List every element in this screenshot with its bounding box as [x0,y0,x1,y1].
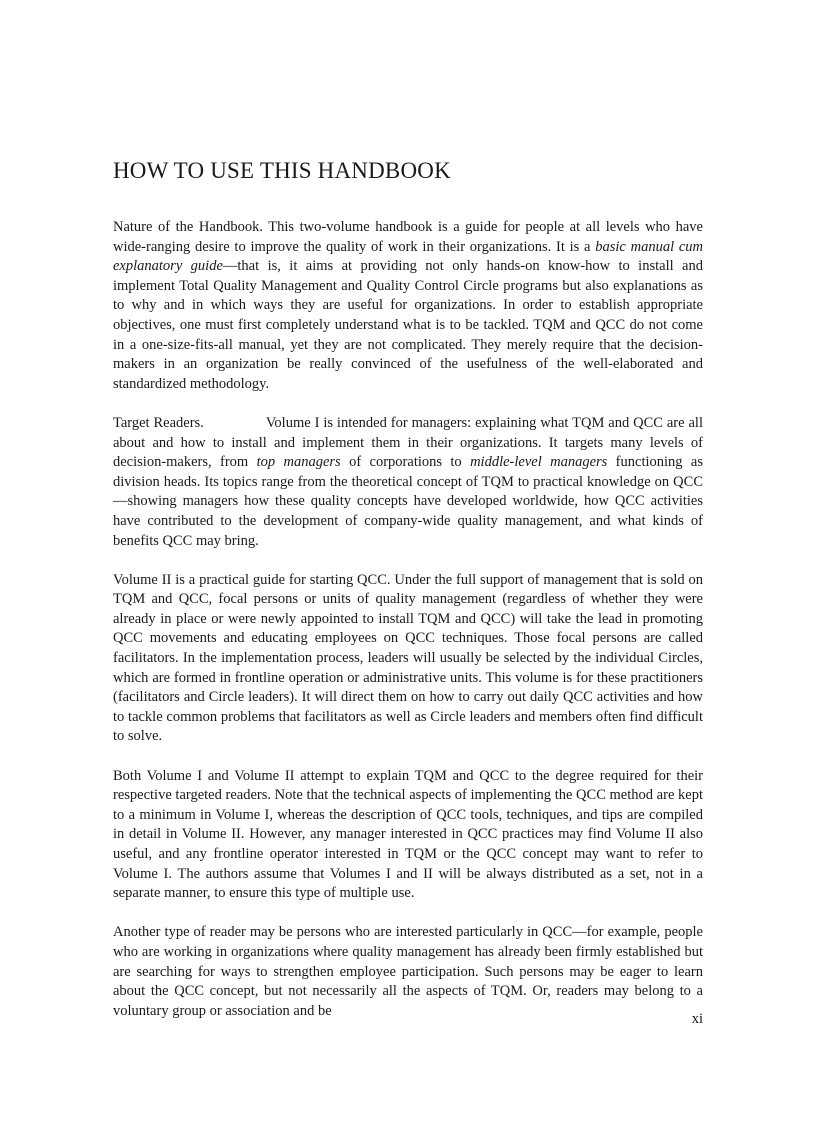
paragraph-another-reader: Another type of reader may be persons who are interested particularly in QCC—for example, people who are working in organizations where quality management has already been firmly established but are searching for ways to strengthen employee participation. Such persons may be eager to learn about the QCC concept, but not necessarily all the aspects of TQM. Or, readers may belong to a voluntary group or association and be [113,924,703,1019]
body-text [113,218,703,1041]
page-title: HOW TO USE THIS HANDBOOK [113,158,451,183]
emphasis-middle-level-managers: middle-level managers [470,454,608,471]
paragraph-target-text-a: Volume I is intended for managers: explaining what TQM and QCC are all about and how to install and implement them in their organizations. It targets many levels of decision-makers, from [113,414,703,471]
paragraph-volume-two: Volume II is a practical guide for starting QCC. Under the full support of management that is sold on TQM and QCC, focal persons or units of quality management (regardless of whether they were already in place or were newly appointed to install TQM and QCC) will take the lead in promoting QCC movements and educating employees on QCC techniques. Those focal persons are called facilitators. In the implementation process, leaders will usually be selected by the individual Circles, which are formed in frontline operation or administrative units. This volume is for these practitioners (facilitators and Circle leaders). It will direct them on how to carry out daily QCC activities and how to tackle common problems that facilitators as well as Circle leaders and members often find difficult to solve. [113,571,703,745]
paragraph-target-text-c: of corporations to [340,454,471,471]
paragraph-both-volumes: Both Volume I and Volume II attempt to explain TQM and QCC to the degree required for their respective targeted readers. Note that the technical aspects of implementing the QCC method are kept to a minimum in Volume I, whereas the description of QCC tools, techniques, and tips are compiled in detail in Volume II. However, any manager interested in QCC practices may find Volume II also useful, and any frontline operator interested in TQM or the QCC concept may want to refer to Volume I. The authors assume that Volumes I and II will be always distributed as a set, not in a separate manner, to ensure this type of multiple use. [113,767,703,902]
paragraph-nature-text-c: —that is, it aims at providing not only hands-on know-how to install and implement Total Quality Management and Quality Control Circle programs but also explanations as to why and in which ways they are useful for organizations. In order to establish appropriate objectives, one must first completely understand what is to be tackled. TQM and QCC do not come in a one-size-fits-all manual, yet they are not complicated. They merely require that the decision-makers in an organization be really convinced of the usefulness of the well-elaborated and standardized methodology. [113,258,703,392]
page-number: xi [691,1011,703,1027]
paragraph-nature [113,218,703,394]
paragraph-target-text-e: functioning as division heads. Its topics range from the theoretical concept of TQM to practical knowledge on QCC—showing managers how these quality concepts have developed worldwide, how QCC activities have contributed to the development of company-wide quality management, and what kinds of benefits QCC may bring. [113,454,703,549]
paragraph-target-readers [113,414,703,551]
paragraph-nature-text-a: Nature of the Handbook. This two-volume handbook is a guide for people at all levels who have wide-ranging desire to improve the quality of work in their organizations. It is a [113,219,703,255]
emphasis-basic-manual: basic manual cum explanatory guide [113,238,704,275]
runin-heading-target-readers: Target Readers. [113,414,204,431]
emphasis-top-managers: top managers [256,454,341,471]
